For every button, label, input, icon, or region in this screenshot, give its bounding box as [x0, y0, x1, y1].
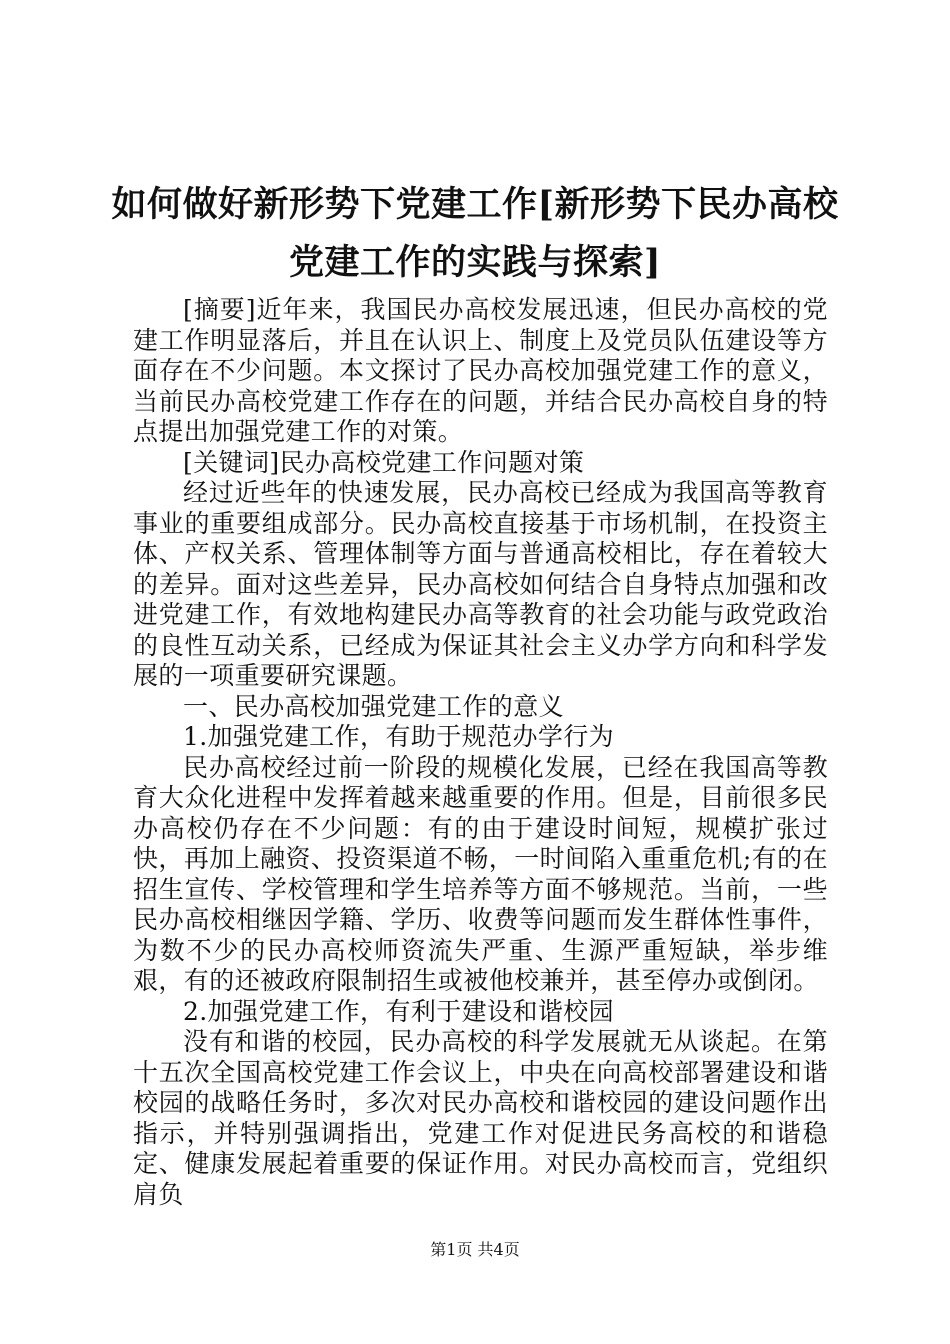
section-heading: 一、民办高校加强党建工作的意义 [183, 691, 565, 721]
subsection-heading: 2.加强党建工作，有利于建设和谐校园 [183, 996, 615, 1026]
subsection-heading: 1.加强党建工作，有助于规范办学行为 [183, 722, 615, 751]
document-title: 如何做好新形势下党建工作[新形势下民办高校党建工作的实践与探索] [111, 184, 839, 283]
intro-paragraph: 经过近些年的快速发展，民办高校已经成为我国高等教育事业的重要组成部分。民办高校直接基于市场机制，在投资主体、产权关系、管理体制等方面与普通高校相比，存在着较大的差异。面对这些差异，民办高校如何结合自身特点加强和改进党建工作，有效地构建民办高等教育的社会功能与政党政治的良性互动关系，已经成为保证其社会主义办学方向和科学发展的一项重要研究课题。 [133, 478, 828, 690]
body-paragraph: 没有和谐的校园，民办高校的科学发展就无从谈起。在第十五次全国高校党建工作会议上，中央在向高校部署建设和谐校园的战略任务时，多次对民办高校和谐校园的建设问题作出指示，并特别强调指出，党建工作对促进民务高校的和谐稳定、健康发展起着重要的保证作用。对民办高校而言，党组织肩负 [133, 1027, 828, 1209]
page-number-footer: 第1页 共4页 [430, 1240, 520, 1259]
body-paragraph: 民办高校经过前一阶段的规模化发展，已经在我国高等教育大众化进程中发挥着越来越重要的作用。但是，目前很多民办高校仍存在不少问题：有的由于建设时间短，规模扩张过快，再加上融资、投资渠道不畅，一时间陷入重重危机;有的在招生宣传、学校管理和学生培养等方面不够规范。当前，一些民办高校相继因学籍、学历、收费等问题而发生群体性事件，为数不少的民办高校师资流失严重、生源严重短缺，举步维艰，有的还被政府限制招生或被他校兼并，甚至停办或倒闭。 [133, 752, 828, 995]
abstract-paragraph: [摘要]近年来，我国民办高校发展迅速，但民办高校的党建工作明显落后，并且在认识上、制度上及党员队伍建设等方面存在不少问题。本文探讨了民办高校加强党建工作的意义，当前民办高校党建工作存在的问题，并结合民办高校自身的特点提出加强党建工作的对策。 [133, 295, 828, 446]
keywords-paragraph: [关键词]民办高校党建工作问题对策 [183, 447, 585, 477]
document-body [133, 295, 828, 1210]
